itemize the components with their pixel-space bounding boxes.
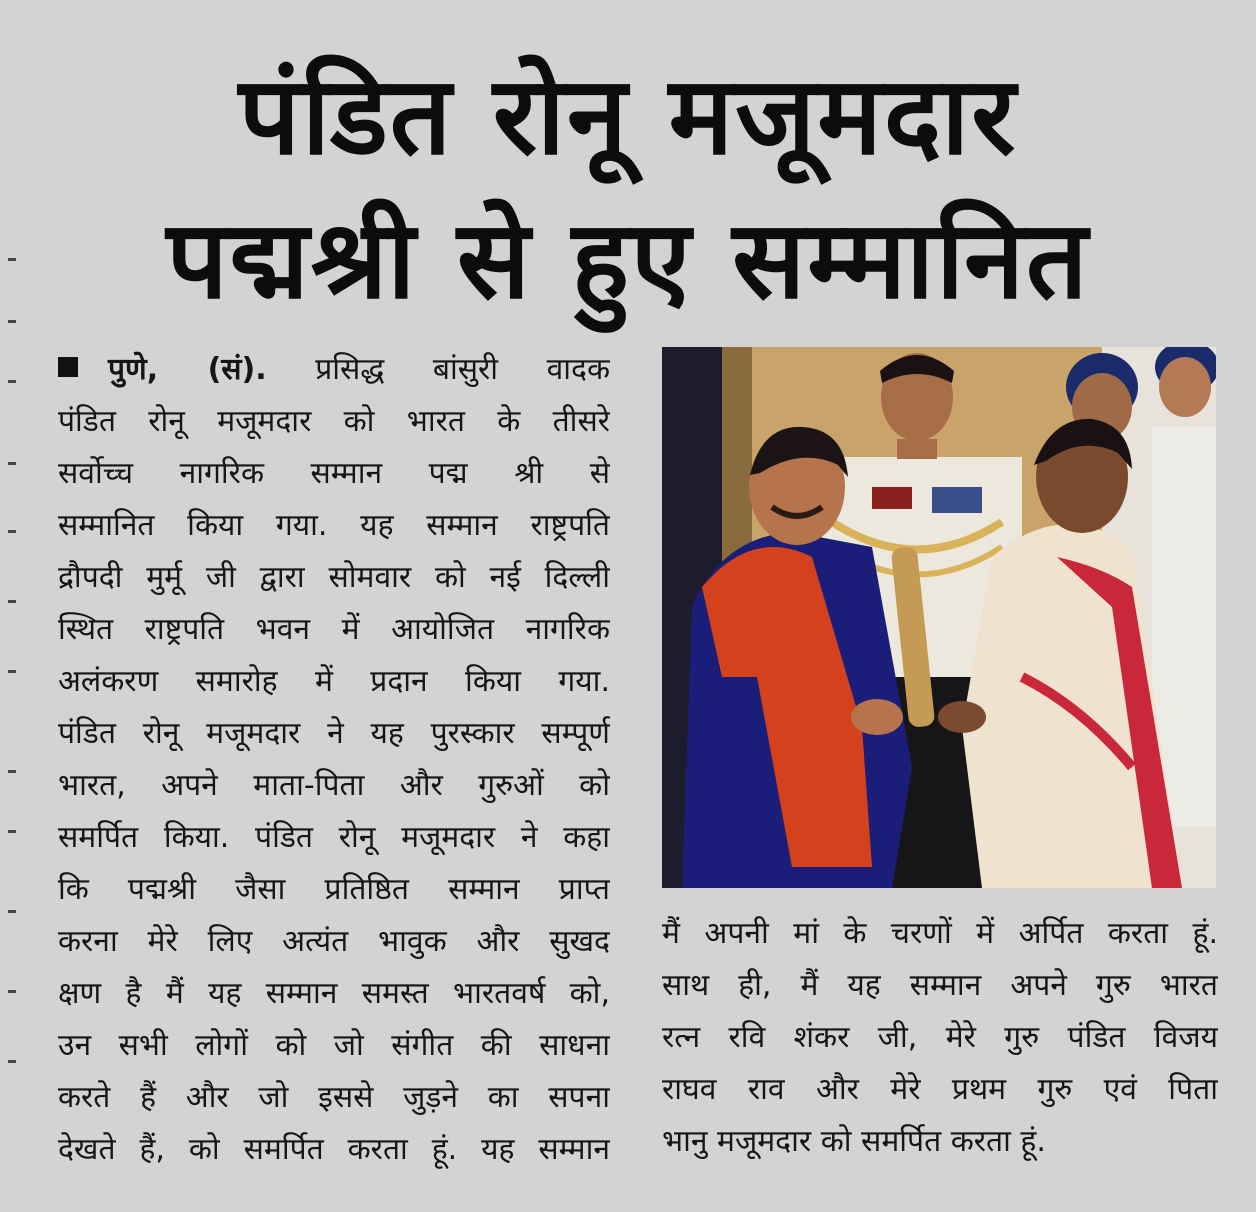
article-line: उन सभी लोगों को जो संगीत की साधना — [58, 1028, 610, 1063]
article-line: साथ ही, मैं यह सम्मान अपने गुरु भारत — [662, 968, 1218, 1003]
article-line: अलंकरण समारोह में प्रदान किया गया. — [58, 664, 610, 699]
article-line: राघव राव और मेरे प्रथम गुरु एवं पिता — [662, 1072, 1218, 1107]
adjacent-column-edge — [0, 230, 22, 1130]
article-line: कि पद्मश्री जैसा प्रतिष्ठित सम्मान प्राप्त — [58, 872, 610, 907]
article-line: भानु मजूमदार को समर्पित करता हूं. — [662, 1124, 1046, 1159]
article-line: द्रौपदी मुर्मू जी द्वारा सोमवार को नई दिल्ली — [58, 560, 610, 595]
article-line: करते हैं और जो इससे जुड़ने का सपना — [58, 1080, 610, 1115]
article-column-right — [662, 908, 1218, 1168]
article-line: भारत, अपने माता-पिता और गुरुओं को — [58, 768, 610, 803]
article-line: करना मेरे लिए अत्यंत भावुक और सुखद — [58, 924, 610, 959]
article-line: पंडित रोनू मजूमदार ने यह पुरस्कार सम्पूर्ण — [58, 716, 610, 751]
article-line: पंडित रोनू मजूमदार को भारत के तीसरे — [58, 404, 610, 439]
article-column-left — [58, 344, 610, 1176]
dateline: पुणे, (सं). — [108, 352, 267, 387]
article-line: सर्वोच्च नागरिक सम्मान पद्म श्री से — [58, 456, 610, 491]
article-line: मैं अपनी मां के चरणों में अर्पित करता हूं. — [662, 916, 1218, 951]
article-line: रत्न रवि शंकर जी, मेरे गुरु पंडित विजय — [662, 1020, 1218, 1055]
article-first-line — [58, 344, 610, 396]
article-line: सम्मानित किया गया. यह सम्मान राष्ट्रपति — [58, 508, 610, 543]
article-line: देखते हैं, को समर्पित करता हूं. यह सम्मान — [58, 1132, 610, 1167]
bullet-square-icon — [58, 357, 78, 377]
article-line: क्षण है मैं यह सम्मान समस्त भारतवर्ष को, — [58, 976, 610, 1011]
headline-line-2: पद्मश्री से हुए सम्मानित — [166, 198, 1090, 323]
article-line: समर्पित किया. पंडित रोनू मजूमदार ने कहा — [58, 820, 610, 855]
article-line: प्रसिद्ध बांसुरी वादक — [315, 352, 610, 387]
award-ceremony-photo — [662, 347, 1216, 888]
headline-line-1: पंडित रोनू मजूमदार — [238, 54, 1018, 179]
article-line: स्थित राष्ट्रपति भवन में आयोजित नागरिक — [58, 612, 610, 647]
